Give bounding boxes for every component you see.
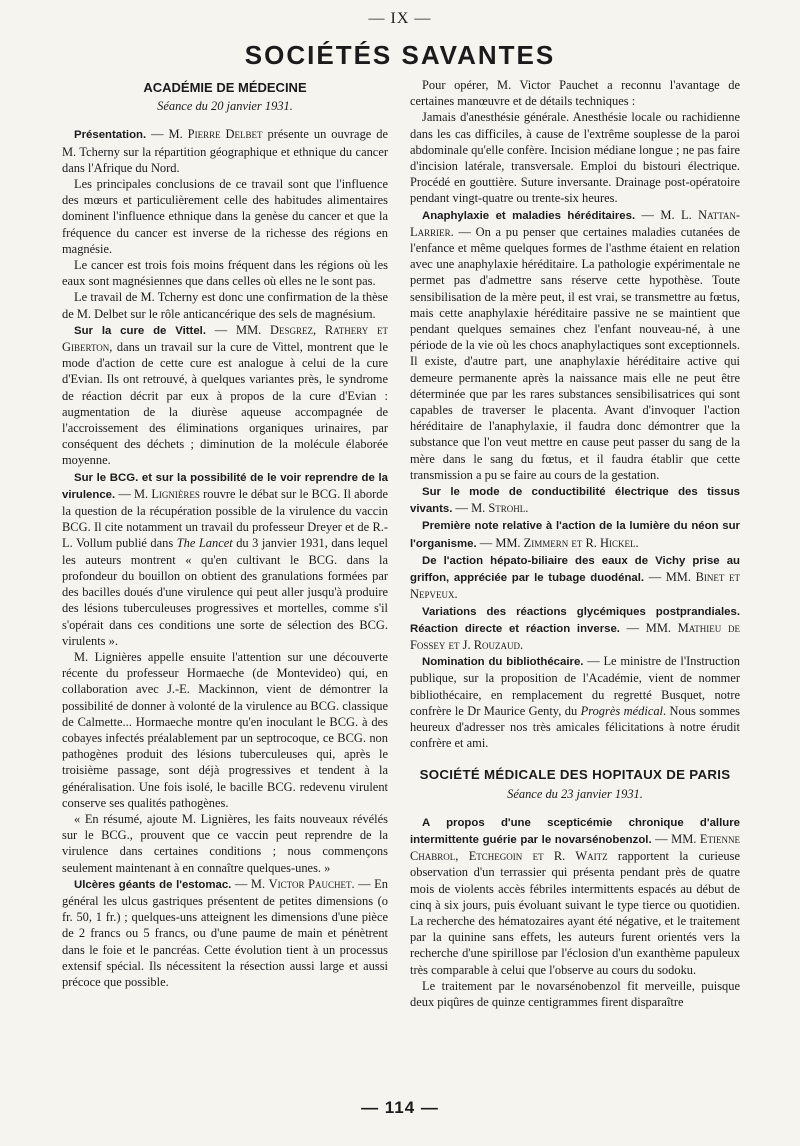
rubric-heading: Sur la cure de Vittel.: [74, 324, 207, 337]
left-column: [62, 80, 388, 990]
paragraph: Le traitement par le novarsénobenzol fit merveille, puisque deux piqûres de quinze centigrammes firent disparaître: [410, 978, 740, 1009]
paragraph: M. Lignières appelle ensuite l'attention sur une découverte récente du professeur Hormaeche (de Montevideo) qui, en collaboration avec J.-E. Mackinnon, vient de démontrer la possibilité de donner à volonté de la virulence au BCG. classique de Calmette... Hormaeche montre qu'en inoculant le BCG. à des cobayes infectés préalablement par un septrocoque, ce BCG. non pathogènes produit des lésions tuberculeuses qui, après le troisième passage, sont déjà progressives et tendent à la généralisation. Une fois isolé, le bacille BCG. redevenu virulent conserve ses qualités pathogènes.: [62, 649, 388, 810]
right-column: [410, 77, 740, 1010]
section-title-academie: ACADÉMIE DE MÉDECINE: [143, 80, 307, 95]
paragraph: Jamais d'anesthésie générale. Anesthésie locale ou rachidienne dans les cas difficiles, à cause de l'extrême souplesse de la paroi abdominale qu'elle confère. Incision médiane longue ; ne pas faire d'incision latérale, transversale. Emploi du bistouri électrique. Procédé en gouttière. Suture inversante. Drainage post-opératoire pendant vingt-quatre ou trente-six heures.: [410, 110, 740, 206]
rubric-heading: Présentation.: [74, 129, 147, 142]
rubric-heading: Variations des réactions glycémiques postprandiales. Réaction directe et réaction inverse.: [410, 605, 740, 635]
paragraph: Les principales conclusions de ce travail sont que l'influence des mœurs et particulièrement celle des habitudes alimentaires dominent l'influence ethnique dans la genèse du cancer et que la fréquence du cancer est inverse de la richesse des régions en magnésie.: [62, 177, 388, 256]
paragraph: « En résumé, ajoute M. Lignières, les faits nouveaux révélés sur le BCG., prouvent que ce vaccin peut reprendre de la virulence dans certaines conditions ; nous commençons seulement maintenant à en connaître quelques-unes. »: [62, 811, 388, 875]
journal-title: Progrès médical: [580, 703, 664, 718]
rubric-heading: De l'action hépato-biliaire des eaux de Vichy prise au griffon, appréciée par le tubage duodénal.: [410, 554, 740, 585]
author-name: Desgrez, Rathery et Giberton: [62, 322, 389, 355]
paragraph-glycemie: Variations des réactions glycémiques postprandiales. Réaction directe et réaction inverse. — MM. Mathieu de Fossey et J. Rouzaud.: [410, 605, 740, 652]
author-name: Strohl: [488, 501, 526, 516]
section-masthead: SOCIÉTÉS SAVANTES: [244, 40, 556, 70]
rubric-heading: Anaphylaxie et maladies héréditaires.: [422, 209, 636, 222]
paragraph-presentation: Présentation. — M. Pierre Delbet présente un ouvrage de M. Tcherny sur la répartition géographique et ethnique du cancer dans l'Afrique du Nord.: [62, 127, 389, 175]
author-name: Zimmern et R. Hickel: [523, 535, 636, 550]
author-name: Mathieu de Fossey et J. Rouzaud: [410, 620, 740, 652]
rubric-heading: Première note relative à l'action de la lumière du néon sur l'organisme.: [410, 520, 740, 550]
seance-date: Séance du 20 janvier 1931.: [157, 99, 293, 114]
paragraph-bcg: Sur le BCG. et sur la possibilité de le voir reprendre de la virulence. — M. Lignières rouvre le débat sur le BCG. Il aborde la question de la récupération possible de la virulence du vaccin BCG. Il cite notamment un travail du professeur Dreyer et de R.-L. Vollum publié dans The Lancet du 3 janvier 1931, dans lequel les auteurs montrent « qu'en cultivant le BCG. dans la profondeur du bouillon on obtient des granulations formées par des bacilles doués d'une virulence qui peut aller jusqu'à produire des lésions tuberculeuses progressives et mortelles, comme s'il s'opérait dans ces conditions une sorte de sélection des BCG. virulents ».: [62, 471, 389, 648]
rubric-heading: Ulcères géants de l'estomac.: [74, 878, 232, 891]
paragraph-anaphylaxie: Anaphylaxie et maladies héréditaires. — M. L. Nattan-Larrier. — On a pu penser que certaines maladies cutanées de l'enfance et même quelques formes de l'asthme étaient en relation avec une anaphylaxie héréditaire. La pathologie expérimentale ne permet pas d'admettre sans réserve cette hypothèse. Toute sensibilisation de la mère peut, il est vrai, se transmettre au fœtus, mais cette anaphylaxie héréditaire passive ne se maintient que pendant quelques semaines chez l'enfant nouveau-né, à une période de la vie où les chocs anaphylactiques sont exceptionnels. Il existe, d'autre part, une anaphylaxie héréditaire active qui demeure permanente après la naissance mais elle ne peut être déterminée que par les rares substances sensibilisatrices qui sont capables de traverser le placenta. Avant d'invoquer l'action héréditaire de l'anaphylaxie, il faudra donc démontrer que la substance que l'on veut mettre en cause peut passer du sang de la mère dans le sang du fœtus, et il faudra établir que cette transmission a pu se faire au cours de la gestation.: [410, 207, 741, 482]
author-name: L. Nattan-Larrier: [410, 207, 741, 239]
author-name: Etienne Chabrol, Etchegoin et R. Waitz: [410, 831, 741, 864]
paragraph-vichy: De l'action hépato-biliaire des eaux de Vichy prise au griffon, appréciée par le tubage duodénal. — MM. Binet et Nepveux.: [410, 554, 740, 602]
journal-title: The Lancet: [176, 536, 233, 551]
paragraph-scepticemie: A propos d'une scepticémie chronique d'allure intermittente guérie par le novarsénobenzol. — MM. Etienne Chabrol, Etchegoin et R. Waitz rapportent la curieuse observation d'un terrassier qui présenta pendant près de quatre mois de violents accès fébriles intermittents espacés au début de cinq à six jours, puis évoluant suivant le type tierce ou quotidien. La recherche des hématozaires ayant été négative, et le traitement par la quinine sans effets, les auteurs furent orientés vers la recherche d'une spirillose par l'éclosion d'un exanthème papuleux très comparable à celui que l'observe au cours du sodoku.: [410, 816, 741, 977]
author-name: Lignières: [151, 486, 200, 501]
page-roman-numeral: — IX —: [368, 10, 432, 27]
rubric-heading: Sur le mode de conductibilité électrique des tissus vivants.: [410, 486, 740, 516]
author-name: Pierre Delbet: [187, 127, 263, 142]
page-number: — 114 —: [361, 1098, 439, 1117]
paragraph: Pour opérer, M. Victor Pauchet a reconnu l'avantage de certaines manœuvre et de détails techniques :: [410, 78, 740, 109]
rubric-heading: Nomination du bibliothécaire.: [422, 656, 584, 669]
rubric-heading: Sur le BCG. et sur la possibilité de le voir reprendre de la virulence.: [62, 471, 388, 501]
paragraph-vittel: Sur la cure de Vittel. — MM. Desgrez, Rathery et Giberton, dans un travail sur la cure de Vittel, montrent que le mode d'action de cette cure est analogue à celui de la cure d'Evian. Ils ont retrouvé, à quelques variantes près, le syndrome de réaction décrit par eux à propos de la cure d'Evian : augmentation de la diurèse aqueuse accompagnée de l'accroissement des éliminations organiques urinaires, par conséquent des déchets ; diminution de la molécule élaborée moyenne.: [62, 322, 389, 468]
paragraph: Le cancer est trois fois moins fréquent dans les régions où les eaux sont magnésiennes que dans celles où elles ne le sont pas.: [62, 258, 388, 289]
section-title-societe-medicale: SOCIÉTÉ MÉDICALE DES HOPITAUX DE PARIS: [419, 767, 731, 783]
seance-date: Séance du 23 janvier 1931.: [507, 786, 643, 801]
author-name: Victor Pauchet: [268, 876, 352, 891]
paragraph-bibliothecaire: Nomination du bibliothécaire. — Le ministre de l'Instruction publique, sur la proposition de l'Académie, vient de nommer bibliothécaire, en remplacement du regretté Busquet, notre confrère le Dr Maurice Genty, du Progrès médical. Nous sommes heureux d'adresser nos très amicales félicitations à notre érudit confrère et ami.: [410, 654, 740, 751]
rubric-heading: A propos d'une scepticémie chronique d'allure intermittente guérie par le novarsénobenzol.: [410, 816, 740, 846]
paragraph: Le travail de M. Tcherny est donc une confirmation de la thèse de M. Delbet sur le rôle anticancérique des sels de magnésium.: [62, 290, 388, 321]
paragraph-conductibilite: Sur le mode de conductibilité électrique des tissus vivants. — M. Strohl.: [410, 486, 740, 516]
paragraph-neon: Première note relative à l'action de la lumière du néon sur l'organisme. — MM. Zimmern et R. Hickel.: [410, 520, 740, 550]
paragraph-ulceres: Ulcères géants de l'estomac. — M. Victor Pauchet. — En général les ulcus gastriques présentent de petites dimensions (o fr. 50, 1 fr.) ; quelques-uns atteignent les dimensions d'une pièce de 2 francs ou 5 francs, ou d'une paume de main et pénètrent dans le foie et le pancréas. Cette évolution tient à un processus extensif spécial. Ils nécessitent la résection aussi large et aussi précoce que possible.: [62, 876, 389, 989]
author-name: Binet et Nepveux: [410, 570, 740, 602]
